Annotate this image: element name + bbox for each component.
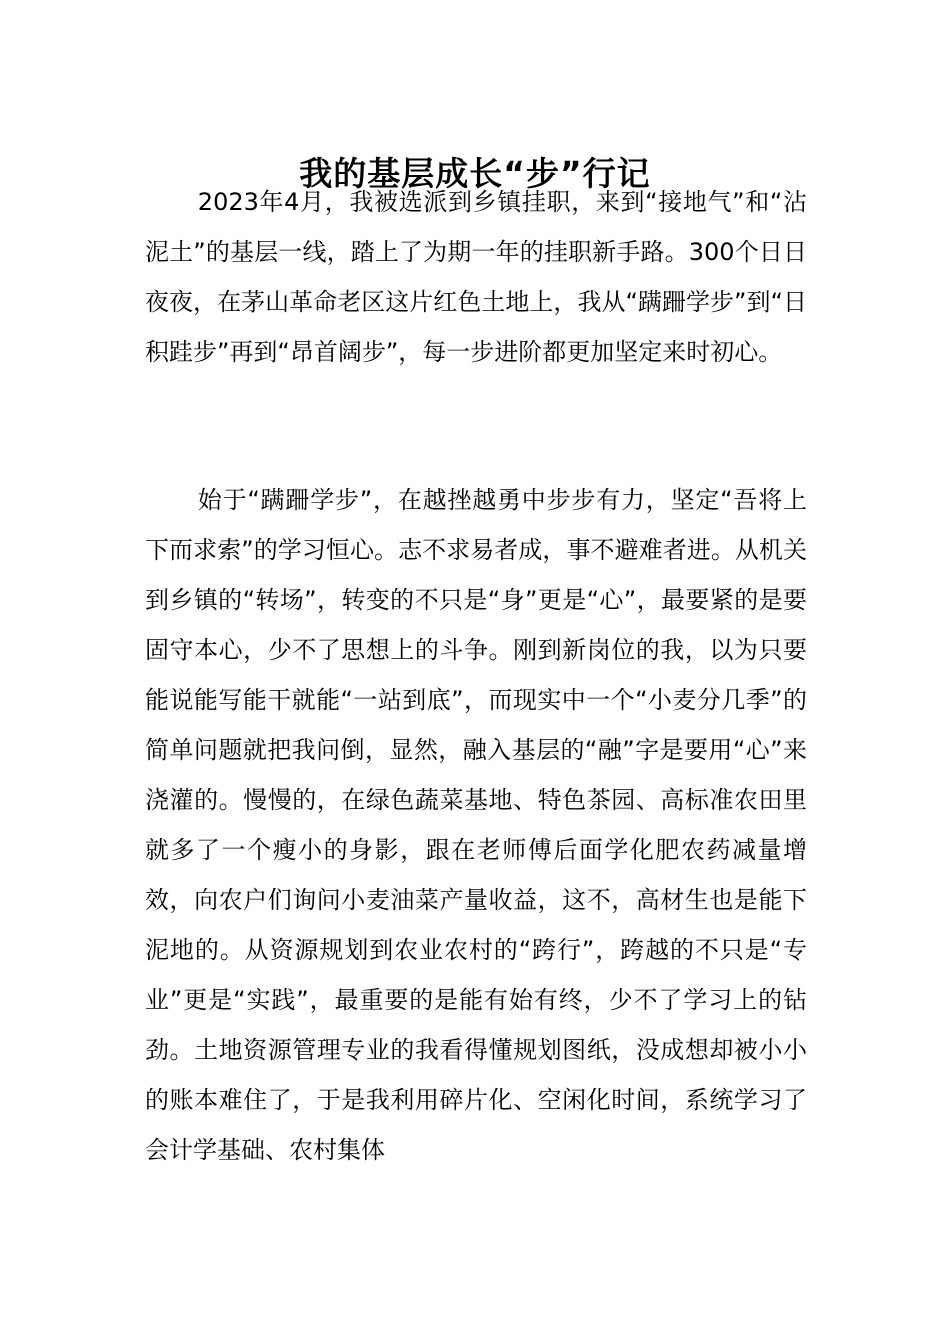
paragraph-intro: 2023年4月，我被选派到乡镇挂职，来到“接地气”和“沾泥土”的基层一线，踏上了为期一年的挂职新手路。300个日日夜夜，在茅山革命老区这片红色土地上，我从“蹒跚学步”到“日积跬步”再到“昂首阔步”，每一步进阶都更加坚定来时初心。: [145, 188, 807, 366]
document-title: 我的基层成长“步”行记: [299, 154, 651, 194]
paragraph-learning: 始于“蹒跚学步”，在越挫越勇中步步有力，坚定“吾将上下而求索”的学习恒心。志不求易者成，事不避难者进。从机关到乡镇的“转场”，转变的不只是“身”更是“心”，最要紧的是要固守本心，少不了思想上的斗争。刚到新岗位的我，以为只要能说能写能干就能“一站到底”，而现实中一个“小麦分几季”的简单问题就把我问倒，显然，融入基层的“融”字是要用“心”来浇灌的。慢慢的，在绿色蔬菜基地、特色茶园、高标准农田里就多了一个瘦小的身影，跟在老师傅后面学化肥农药减量增效，向农户们询问小麦油菜产量收益，这不，高材生也是能下泥地的。从资源规划到农业农村的“跨行”，跨越的不只是“专业”更是“实践”，最重要的是能有始有终，少不了学习上的钻劲。土地资源管理专业的我看得懂规划图纸，没成想却被小小的账本难住了，于是我利用碎片化、空闲化时间，系统学习了会计学基础、农村集体: [145, 486, 807, 1164]
